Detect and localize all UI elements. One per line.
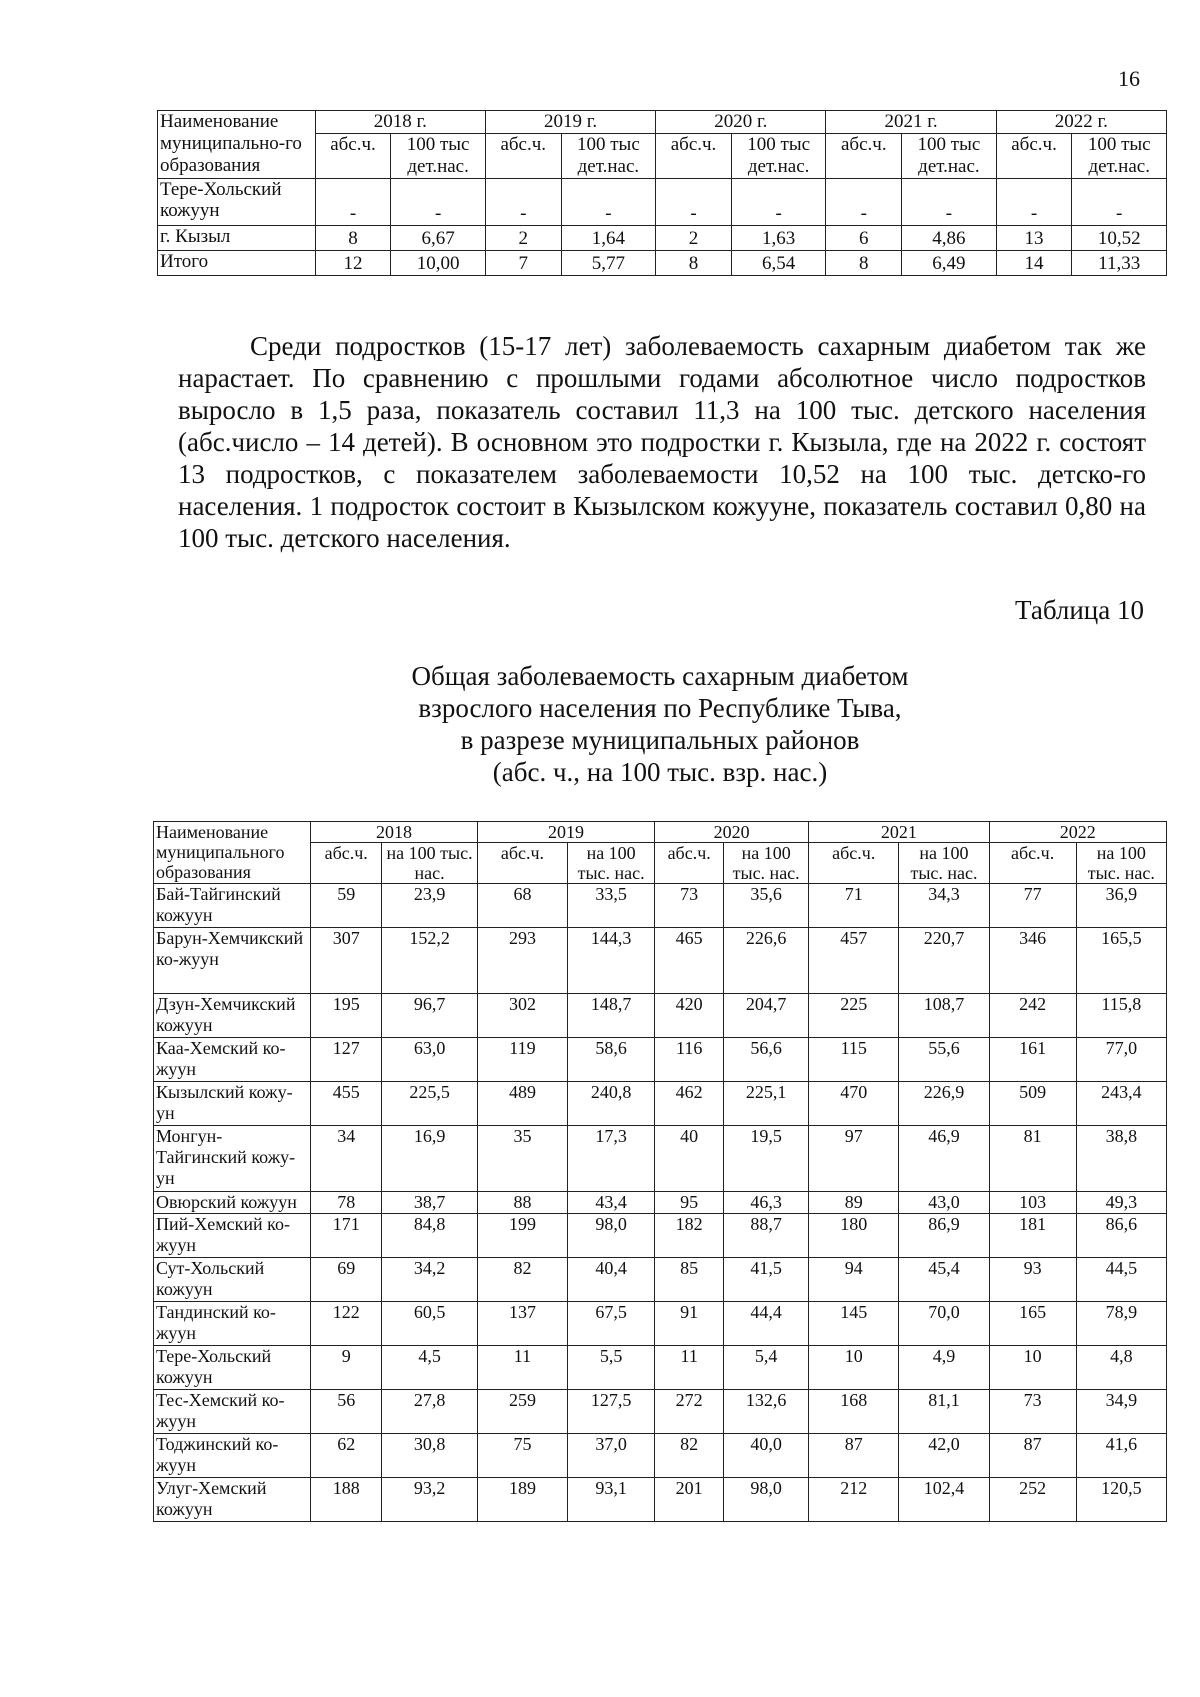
row-name-cell: Каа-Хемский ко-жуун [154,1038,311,1082]
value-cell: 49,3 [1076,1192,1166,1214]
value-cell: 6 [826,225,902,250]
value-cell: 91 [655,1302,724,1346]
value-cell: 132,6 [724,1390,809,1434]
table-row [154,1346,1167,1390]
abs-subheader: абс.ч. [485,133,561,178]
table-row [154,994,1167,1038]
value-cell: 68 [477,884,567,928]
value-cell: 182 [655,1214,724,1258]
value-cell: 96,7 [382,994,478,1038]
value-cell: 161 [989,1038,1076,1082]
table-row [154,1126,1167,1192]
value-cell: 38,8 [1076,1126,1166,1192]
year-header: 2020 [655,822,809,843]
table-row [154,1302,1167,1346]
table-label: Таблица 10 [1015,595,1144,625]
value-cell: 212 [809,1478,899,1522]
row-name-cell: Барун-Хемчикский ко-жуун [154,928,311,994]
value-cell: 122 [311,1302,382,1346]
value-cell: 201 [655,1478,724,1522]
value-cell: 43,4 [568,1192,655,1214]
value-cell: 220,7 [899,928,989,994]
value-cell: 89 [809,1192,899,1214]
value-cell: 70,0 [899,1302,989,1346]
value-cell: 41,5 [724,1258,809,1302]
value-cell: 46,3 [724,1192,809,1214]
value-cell: 199 [477,1214,567,1258]
value-cell: 10 [809,1346,899,1390]
value-cell: 252 [989,1478,1076,1522]
row-name-cell: Тоджинский ко-жуун [154,1434,311,1478]
value-cell: 84,8 [382,1214,478,1258]
value-cell: 60,5 [382,1302,478,1346]
value-cell: 5,77 [561,250,656,275]
table-row [158,178,1167,225]
page-number: 16 [1118,66,1140,91]
row-name-cell: Дзун-Хемчикский кожуун [154,994,311,1038]
value-cell: 7 [485,250,561,275]
row-name-cell: Тандинский ко-жуун [154,1302,311,1346]
value-cell: 9 [311,1346,382,1390]
value-cell: 42,0 [899,1434,989,1478]
table-title-line: (абс. ч., на 100 тыс. взр. нас.) [492,757,828,787]
value-cell: 6,49 [902,250,997,275]
value-cell: 40,4 [568,1258,655,1302]
table-row [154,1258,1167,1302]
value-cell: 14 [996,250,1072,275]
value-cell: 81,1 [899,1390,989,1434]
year-header: 2021 [809,822,990,843]
value-cell: 120,5 [1076,1478,1166,1522]
value-cell: - [731,178,826,225]
value-cell: 87 [989,1434,1076,1478]
value-cell: 165 [989,1302,1076,1346]
value-cell: 69 [311,1258,382,1302]
year-header: 2022 [989,822,1166,843]
value-cell: 77 [989,884,1076,928]
value-cell: 10,52 [1072,225,1167,250]
value-cell: 17,3 [568,1126,655,1192]
value-cell: 97 [809,1126,899,1192]
value-cell: 188 [311,1478,382,1522]
value-cell: 145 [809,1302,899,1346]
value-cell: 58,6 [568,1038,655,1082]
value-cell: 10 [989,1346,1076,1390]
row-name-cell: Тере-Хольский кожуун [154,1346,311,1390]
abs-subheader: абс.ч. [656,133,732,178]
table-row [154,1192,1167,1214]
table-title [300,660,1020,788]
value-cell: 5,4 [724,1346,809,1390]
value-cell: 127,5 [568,1390,655,1434]
rate-subheader: на 100 тыс. нас. [724,843,809,884]
value-cell: 2 [656,225,732,250]
rate-subheader: 100 тыс дет.нас. [902,133,997,178]
value-cell: 34,3 [899,884,989,928]
value-cell: 1,64 [561,225,656,250]
value-cell: 59 [311,884,382,928]
value-cell: 35,6 [724,884,809,928]
value-cell: 23,9 [382,884,478,928]
table-row [154,884,1167,928]
value-cell: 243,4 [1076,1082,1166,1126]
value-cell: 455 [311,1082,382,1126]
value-cell: 38,7 [382,1192,478,1214]
value-cell: 88 [477,1192,567,1214]
value-cell: 195 [311,994,382,1038]
value-cell: 78,9 [1076,1302,1166,1346]
value-cell: 12 [315,250,391,275]
value-cell: 240,8 [568,1082,655,1126]
value-cell: - [996,178,1072,225]
value-cell: 225 [809,994,899,1038]
header-row [158,111,1167,134]
year-header: 2022 г. [996,111,1166,134]
value-cell: 93,2 [382,1478,478,1522]
rate-subheader: 100 тыс дет.нас. [561,133,656,178]
row-name-cell: Кызылский кожу-ун [154,1082,311,1126]
value-cell: 307 [311,928,382,994]
value-cell: 87 [809,1434,899,1478]
value-cell: 41,6 [1076,1434,1166,1478]
abs-subheader: абс.ч. [809,843,899,884]
value-cell: 8 [656,250,732,275]
value-cell: 144,3 [568,928,655,994]
table-row [154,1390,1167,1434]
value-cell: 148,7 [568,994,655,1038]
value-cell: 181 [989,1214,1076,1258]
value-cell: 225,5 [382,1082,478,1126]
row-name-cell: Овюрский кожуун [154,1192,311,1214]
table-adult-diabetes [153,821,1167,1522]
header-row [154,822,1167,843]
abs-subheader: абс.ч. [826,133,902,178]
value-cell: 6,54 [731,250,826,275]
value-cell: 259 [477,1390,567,1434]
value-cell: 73 [655,884,724,928]
value-cell: 55,6 [899,1038,989,1082]
value-cell: 272 [655,1390,724,1434]
rate-subheader: 100 тыс дет.нас. [1072,133,1167,178]
value-cell: - [902,178,997,225]
table-row [154,1478,1167,1522]
table-children-diabetes [157,110,1167,276]
value-cell: 4,8 [1076,1346,1166,1390]
value-cell: 189 [477,1478,567,1522]
value-cell: 457 [809,928,899,994]
value-cell: 19,5 [724,1126,809,1192]
value-cell: 94 [809,1258,899,1302]
abs-subheader: абс.ч. [996,133,1072,178]
year-header: 2021 г. [826,111,996,134]
value-cell: 346 [989,928,1076,994]
value-cell: 16,9 [382,1126,478,1192]
value-cell: 37,0 [568,1434,655,1478]
rate-subheader: 100 тыс дет.нас. [731,133,826,178]
value-cell: 8 [315,225,391,250]
value-cell: 11 [655,1346,724,1390]
value-cell: 71 [809,884,899,928]
value-cell: 46,9 [899,1126,989,1192]
abs-subheader: абс.ч. [311,843,382,884]
row-name-cell: Итого [158,250,316,275]
value-cell: - [826,178,902,225]
value-cell: 86,9 [899,1214,989,1258]
value-cell: - [485,178,561,225]
value-cell: 43,0 [899,1192,989,1214]
value-cell: 115,8 [1076,994,1166,1038]
value-cell: 462 [655,1082,724,1126]
row-name-cell: Сут-Хольский кожуун [154,1258,311,1302]
value-cell: 489 [477,1082,567,1126]
value-cell: 82 [477,1258,567,1302]
value-cell: 75 [477,1434,567,1478]
value-cell: 33,5 [568,884,655,928]
value-cell: 44,5 [1076,1258,1166,1302]
value-cell: 81 [989,1126,1076,1192]
value-cell: 509 [989,1082,1076,1126]
rate-subheader: на 100 тыс. нас. [382,843,478,884]
value-cell: 82 [655,1434,724,1478]
value-cell: 10,00 [391,250,486,275]
year-header: 2018 г. [315,111,485,134]
value-cell: 85 [655,1258,724,1302]
row-name-cell: г. Кызыл [158,225,316,250]
value-cell: 88,7 [724,1214,809,1258]
value-cell: 62 [311,1434,382,1478]
value-cell: 56 [311,1390,382,1434]
value-cell: 115 [809,1038,899,1082]
value-cell: 5,5 [568,1346,655,1390]
value-cell: - [315,178,391,225]
row-name-cell: Тес-Хемский ко-жуун [154,1390,311,1434]
value-cell: 34,9 [1076,1390,1166,1434]
value-cell: - [391,178,486,225]
header-name-cell: Наименование муниципально-го образования [158,111,316,179]
value-cell: 44,4 [724,1302,809,1346]
row-name-cell: Бай-Тайгинский кожуун [154,884,311,928]
table-row [158,225,1167,250]
value-cell: 40,0 [724,1434,809,1478]
rate-subheader: на 100 тыс. нас. [568,843,655,884]
value-cell: 8 [826,250,902,275]
value-cell: 152,2 [382,928,478,994]
value-cell: 226,6 [724,928,809,994]
value-cell: 30,8 [382,1434,478,1478]
value-cell: 36,9 [1076,884,1166,928]
abs-subheader: абс.ч. [655,843,724,884]
value-cell: 93 [989,1258,1076,1302]
year-header: 2020 г. [656,111,826,134]
table-row [154,1082,1167,1126]
value-cell: 77,0 [1076,1038,1166,1082]
value-cell: 98,0 [568,1214,655,1258]
value-cell: 180 [809,1214,899,1258]
body-paragraph: Среди подростков (15-17 лет) заболеваемость сахарным диабетом так же нарастает. По сравнению с прошлыми годами абсолютное число подростков выросло в 1,5 раза, показатель составил 11,3 на 100 тыс. детского населения (абс.число – 14 детей). В основном это подростки г. Кызыла, где на 2022 г. состоят 13 подростков, с показателем заболеваемости 10,52 на 100 тыс. детско-го населения. 1 подросток состоит в Кызылском кожууне, показатель составил 0,80 на 100 тыс. детского населения. [178,331,1146,553]
value-cell: 13 [996,225,1072,250]
table-title-line: в разрезе муниципальных районов [460,725,860,755]
rate-subheader: 100 тыс дет.нас. [391,133,486,178]
row-name-cell: Монгун-Тайгинский кожу-ун [154,1126,311,1192]
value-cell: 34,2 [382,1258,478,1302]
value-cell: 4,5 [382,1346,478,1390]
value-cell: 470 [809,1082,899,1126]
value-cell: 103 [989,1192,1076,1214]
value-cell: 4,9 [899,1346,989,1390]
rate-subheader: на 100 тыс. нас. [1076,843,1166,884]
abs-subheader: абс.ч. [477,843,567,884]
abs-subheader: абс.ч. [315,133,391,178]
table-row [158,250,1167,275]
row-name-cell: Пий-Хемский ко-жуун [154,1214,311,1258]
header-name-cell: Наименование муниципального образования [154,822,311,884]
row-name-cell: Улуг-Хемский кожуун [154,1478,311,1522]
value-cell: 226,9 [899,1082,989,1126]
value-cell: 95 [655,1192,724,1214]
value-cell: 34 [311,1126,382,1192]
table-row [154,1038,1167,1082]
year-header: 2019 [477,822,654,843]
value-cell: 67,5 [568,1302,655,1346]
value-cell: 137 [477,1302,567,1346]
value-cell: 11,33 [1072,250,1167,275]
value-cell: 465 [655,928,724,994]
value-cell: 293 [477,928,567,994]
table-row [154,1214,1167,1258]
value-cell: 27,8 [382,1390,478,1434]
value-cell: - [561,178,656,225]
value-cell: 40 [655,1126,724,1192]
abs-subheader: абс.ч. [989,843,1076,884]
value-cell: - [656,178,732,225]
value-cell: 6,67 [391,225,486,250]
value-cell: 165,5 [1076,928,1166,994]
value-cell: 102,4 [899,1478,989,1522]
value-cell: 1,63 [731,225,826,250]
value-cell: 78 [311,1192,382,1214]
value-cell: 86,6 [1076,1214,1166,1258]
rate-subheader: на 100 тыс. нас. [899,843,989,884]
value-cell: 302 [477,994,567,1038]
row-name-cell: Тере-Хольский кожуун [158,178,316,225]
value-cell: - [1072,178,1167,225]
value-cell: 35 [477,1126,567,1192]
value-cell: 4,86 [902,225,997,250]
value-cell: 168 [809,1390,899,1434]
value-cell: 108,7 [899,994,989,1038]
table-title-line: взрослого населения по Республике Тыва, [418,693,902,723]
value-cell: 56,6 [724,1038,809,1082]
value-cell: 73 [989,1390,1076,1434]
table-title-line: Общая заболеваемость сахарным диабетом [411,661,909,691]
value-cell: 171 [311,1214,382,1258]
value-cell: 93,1 [568,1478,655,1522]
value-cell: 116 [655,1038,724,1082]
value-cell: 127 [311,1038,382,1082]
year-header: 2018 [311,822,478,843]
value-cell: 119 [477,1038,567,1082]
value-cell: 11 [477,1346,567,1390]
value-cell: 420 [655,994,724,1038]
value-cell: 2 [485,225,561,250]
value-cell: 98,0 [724,1478,809,1522]
value-cell: 45,4 [899,1258,989,1302]
value-cell: 204,7 [724,994,809,1038]
value-cell: 242 [989,994,1076,1038]
value-cell: 63,0 [382,1038,478,1082]
value-cell: 225,1 [724,1082,809,1126]
table-row [154,1434,1167,1478]
table-row [154,928,1167,994]
year-header: 2019 г. [485,111,655,134]
